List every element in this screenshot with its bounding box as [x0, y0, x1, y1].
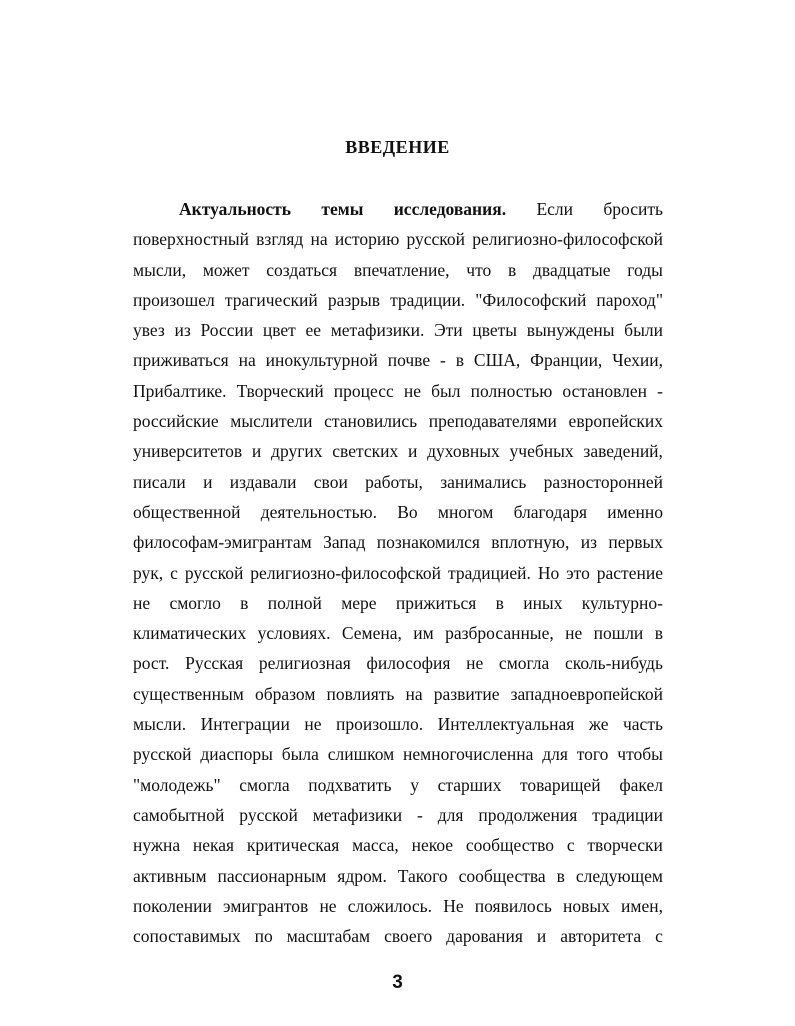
- word: того: [576, 744, 609, 765]
- word: традиции: [592, 804, 663, 825]
- text-line: [133, 588, 663, 618]
- text-line: [133, 861, 663, 891]
- word: произошел: [133, 289, 215, 310]
- text-line: [133, 285, 663, 315]
- word: из: [580, 532, 597, 553]
- text-line: [133, 679, 663, 709]
- word: ядром.: [337, 865, 387, 886]
- word: с: [170, 562, 178, 583]
- word: мысли,: [133, 259, 187, 280]
- word: русской: [239, 804, 298, 825]
- word: сколь-нибудь: [564, 653, 663, 674]
- word: появилось: [474, 895, 552, 916]
- word: Интеллектуальная: [437, 714, 575, 735]
- word: в: [508, 259, 517, 280]
- word: инокультурной: [265, 350, 378, 371]
- word: издавали: [229, 471, 297, 492]
- word: разрыв: [327, 289, 381, 310]
- word: Прибалтике.: [133, 380, 227, 401]
- word: на: [405, 683, 423, 704]
- word: увез: [133, 320, 165, 341]
- word: работы,: [365, 471, 423, 492]
- text-line: [133, 376, 663, 406]
- word: процесс: [333, 380, 394, 401]
- word: был: [431, 380, 461, 401]
- word: пароход": [596, 289, 663, 310]
- word: условиях.: [257, 623, 331, 644]
- word: -: [440, 350, 446, 371]
- word: России: [200, 320, 254, 341]
- word: были: [624, 320, 663, 341]
- text-line-1: [133, 194, 663, 224]
- word: других: [271, 441, 323, 462]
- word: произошло.: [335, 714, 424, 735]
- text-line: [133, 436, 663, 466]
- text-line: [133, 709, 663, 739]
- word: писали: [133, 471, 186, 492]
- word: может: [202, 259, 250, 280]
- word: цвет: [262, 320, 296, 341]
- page-number: 3: [392, 972, 403, 993]
- word: пассионарным: [217, 865, 327, 886]
- text-line: [133, 497, 663, 527]
- text-line: [133, 224, 663, 254]
- word: Творческий: [236, 380, 324, 401]
- word: -: [417, 804, 423, 825]
- word: впечатление,: [353, 259, 450, 280]
- word: с: [566, 835, 575, 856]
- word: слишком: [327, 744, 395, 765]
- word: продолжения: [478, 804, 578, 825]
- word: смогла: [239, 774, 290, 795]
- word: товарищей: [519, 774, 601, 795]
- word: Семена,: [341, 623, 402, 644]
- word: сообщество: [465, 835, 555, 856]
- word: метафизики.: [330, 320, 425, 341]
- word: разбросанные,: [445, 623, 554, 644]
- word: Интеграции: [200, 714, 290, 735]
- word: остановлен: [562, 380, 647, 401]
- word: авторитета: [560, 926, 642, 947]
- text-line: [133, 618, 663, 648]
- word: поверхностный: [133, 229, 249, 250]
- text-line: [133, 800, 663, 830]
- text-line: [133, 527, 663, 557]
- word: Но: [537, 562, 560, 583]
- word: критическая: [246, 835, 340, 856]
- word: для: [542, 744, 568, 765]
- word: на: [310, 229, 328, 250]
- text-line: [133, 648, 663, 678]
- word: мыслители: [230, 411, 313, 432]
- word: поколении: [133, 895, 212, 916]
- word: мысли.: [133, 714, 187, 735]
- word: не: [319, 895, 337, 916]
- word: Эти: [434, 320, 463, 341]
- word: США,: [473, 350, 521, 371]
- word: диаспоры: [200, 744, 273, 765]
- word: имен,: [621, 895, 663, 916]
- word: масштабам: [286, 926, 371, 947]
- text-line: [133, 830, 663, 860]
- word: прижиться: [395, 592, 477, 613]
- word: у: [410, 774, 419, 795]
- word: благодаря: [513, 501, 588, 522]
- word: существенным: [133, 683, 244, 704]
- lead-bold-word: исследования.: [393, 199, 507, 219]
- text-line: [133, 770, 663, 800]
- word: не: [403, 380, 422, 401]
- text-line: [133, 558, 663, 588]
- word: Чехии,: [612, 350, 663, 371]
- word: именно: [607, 501, 663, 522]
- word: им: [413, 623, 434, 644]
- lead-bold-word: темы: [321, 199, 364, 219]
- word: сопоставимых: [133, 926, 241, 947]
- text-line: [133, 406, 663, 436]
- text-line: [133, 467, 663, 497]
- word: годы: [627, 259, 663, 280]
- word: двадцатые: [533, 259, 611, 280]
- word: и: [251, 441, 262, 462]
- word: религиозно-философской: [472, 229, 663, 250]
- word: традицией.: [447, 562, 531, 583]
- word: ее: [305, 320, 322, 341]
- word: культурно-: [581, 592, 663, 613]
- lead-bold-word: Актуальность: [179, 199, 292, 219]
- body-text: [133, 194, 663, 951]
- text-line: [133, 255, 663, 285]
- word: часть: [622, 714, 663, 735]
- word: из: [174, 320, 191, 341]
- word: традиции.: [390, 289, 466, 310]
- word: мере: [341, 592, 377, 613]
- word: и: [408, 441, 418, 462]
- word: -: [657, 380, 663, 401]
- word: русской: [184, 562, 244, 583]
- word: иных: [523, 592, 563, 613]
- word: взгляд: [256, 229, 304, 250]
- text-line: [133, 345, 663, 375]
- word: учебных: [509, 441, 574, 462]
- word: образом: [254, 683, 316, 704]
- word: приживаться: [133, 350, 229, 371]
- word: "Философский: [475, 289, 587, 310]
- page-title: ВВЕДЕНИЕ: [345, 137, 450, 157]
- word: что: [466, 259, 492, 280]
- word: заведений,: [583, 441, 663, 462]
- word: пошли: [593, 623, 644, 644]
- word: философам-эмигрантам: [133, 532, 312, 553]
- word: не: [565, 623, 583, 644]
- word: старших: [437, 774, 502, 795]
- word: религиозно-философской: [250, 562, 442, 583]
- word: не: [466, 653, 484, 674]
- word: своего: [384, 926, 433, 947]
- word: была: [281, 744, 319, 765]
- word: полностью: [470, 380, 553, 401]
- word: становились: [324, 411, 418, 432]
- word: русской: [406, 229, 466, 250]
- word: некое: [411, 835, 454, 856]
- text-line: [133, 921, 663, 951]
- word: для: [437, 804, 464, 825]
- word: в: [654, 623, 663, 644]
- word: духовных: [427, 441, 500, 462]
- text-line: [133, 315, 663, 345]
- word: эмигрантов: [223, 895, 309, 916]
- word: некая: [192, 835, 235, 856]
- word: полной: [267, 592, 322, 613]
- word: немногочисленна: [403, 744, 534, 765]
- word: сложилось.: [347, 895, 433, 916]
- word: по: [254, 926, 273, 947]
- word: свои: [313, 471, 348, 492]
- word: вынуждены: [526, 320, 615, 341]
- word: первых: [608, 532, 663, 553]
- word: активным: [133, 865, 207, 886]
- word: университетов: [133, 441, 243, 462]
- word: занимались: [440, 471, 527, 492]
- word: же: [588, 714, 609, 735]
- word: историю: [334, 229, 400, 250]
- word: трагический: [224, 289, 318, 310]
- word: творчески: [587, 835, 663, 856]
- word: с: [655, 926, 663, 947]
- word: нужна: [133, 835, 181, 856]
- word: познакомился: [376, 532, 480, 553]
- word: российские: [133, 411, 219, 432]
- word: "молодежь": [133, 774, 221, 795]
- word: в: [240, 592, 249, 613]
- word: и: [536, 926, 547, 947]
- word: и: [203, 471, 213, 492]
- word: Во: [397, 501, 418, 522]
- word: философия: [366, 653, 451, 674]
- word: Не: [443, 895, 464, 916]
- word: в: [556, 865, 565, 886]
- word: Русская: [185, 653, 244, 674]
- word: на: [238, 350, 256, 371]
- word: цветы: [472, 320, 518, 341]
- word: чтобы: [617, 744, 663, 765]
- text-line: [133, 739, 663, 769]
- word: это: [566, 562, 590, 583]
- word: дарования: [446, 926, 523, 947]
- text-line: [133, 891, 663, 921]
- word: развитие: [433, 683, 500, 704]
- word: масса,: [352, 835, 399, 856]
- word: европейских: [568, 411, 663, 432]
- word: деятельностью.: [260, 501, 378, 522]
- word: не: [133, 592, 151, 613]
- word: смогло: [169, 592, 221, 613]
- word: разносторонней: [543, 471, 663, 492]
- word: бросить: [603, 199, 663, 219]
- word: подхватить: [308, 774, 392, 795]
- word: Такого: [397, 865, 448, 886]
- word: светских: [332, 441, 399, 462]
- word: факел: [619, 774, 663, 795]
- word: создаться: [266, 259, 338, 280]
- word: Франции,: [530, 350, 603, 371]
- word: в: [495, 592, 504, 613]
- word: следующем: [575, 865, 663, 886]
- word: Если: [536, 199, 573, 219]
- word: самобытной: [133, 804, 225, 825]
- word: рук,: [133, 562, 164, 583]
- word: почве: [387, 350, 431, 371]
- word: рост.: [133, 653, 170, 674]
- word: в: [455, 350, 464, 371]
- word: повлиять: [326, 683, 395, 704]
- word: растение: [596, 562, 663, 583]
- word: климатических: [133, 623, 247, 644]
- word: русской: [133, 744, 192, 765]
- word: вплотную,: [491, 532, 570, 553]
- word: общественной: [133, 501, 241, 522]
- word: религиозная: [258, 653, 351, 674]
- word: Запад: [323, 532, 366, 553]
- word: западноевропейской: [510, 683, 663, 704]
- word: новых: [563, 895, 610, 916]
- word: сообщества: [458, 865, 546, 886]
- word: многом: [437, 501, 494, 522]
- word: не: [304, 714, 322, 735]
- word: метафизики: [312, 804, 403, 825]
- word: смогла: [498, 653, 550, 674]
- word: преподавателями: [428, 411, 557, 432]
